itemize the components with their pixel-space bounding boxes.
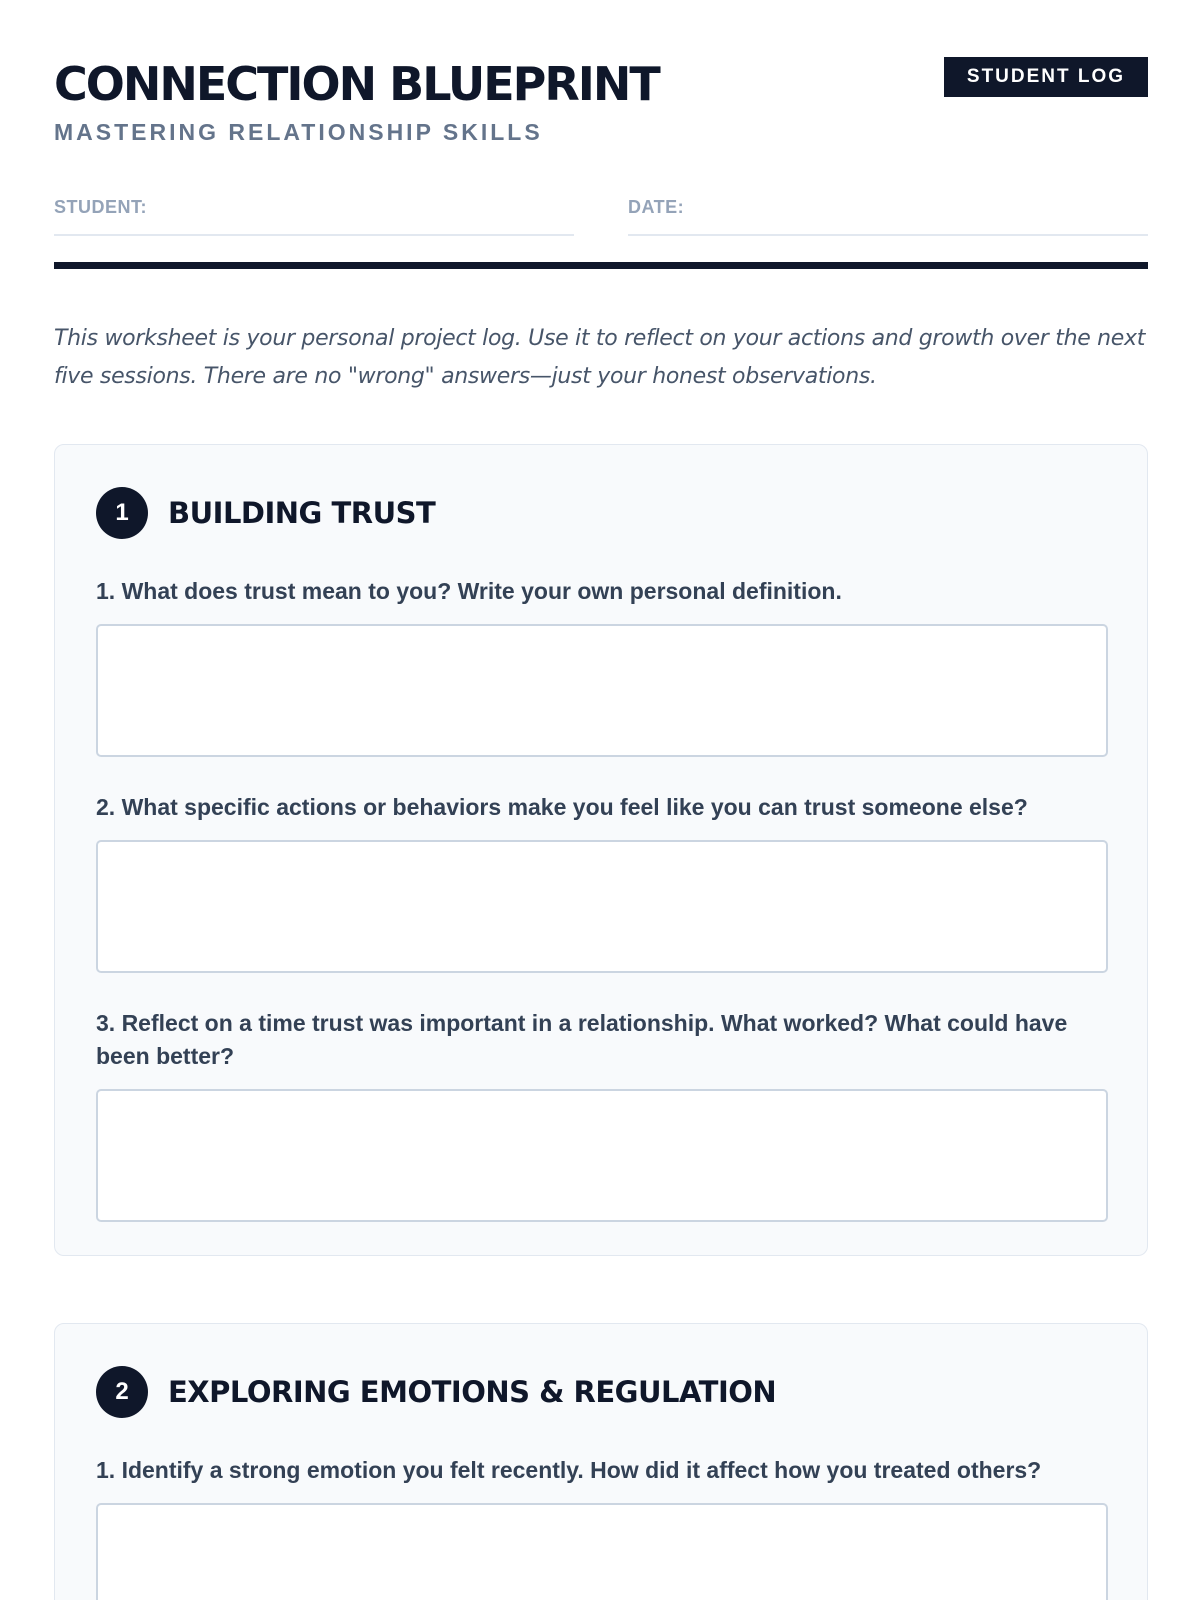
date-input[interactable] — [692, 188, 1148, 234]
answer-box[interactable] — [96, 840, 1108, 973]
question-text: 1. Identify a strong emotion you felt recently. How did it affect how you treated others? — [96, 1457, 1042, 1483]
section-header — [96, 487, 435, 539]
section-header — [96, 1366, 776, 1418]
page-title: CONNECTION BLUEPRINT — [54, 57, 659, 111]
student-field — [54, 188, 574, 236]
section-title: EXPLORING EMOTIONS & REGULATION — [168, 1375, 777, 1409]
question-text: 2. What specific actions or behaviors make you feel like you can trust someone else? — [96, 794, 1028, 820]
section-exploring-emotions — [54, 1323, 1148, 1600]
header-divider — [54, 262, 1148, 269]
question-item — [96, 1007, 1106, 1222]
question-text: 3. Reflect on a time trust was important in a relationship. What worked? What could have been better? — [96, 1010, 1068, 1069]
section-building-trust — [54, 444, 1148, 1256]
intro-text: This worksheet is your personal project log. Use it to reflect on your actions and growth over the next five sessions. There are no "wrong" answers—just your honest observations. — [54, 326, 1146, 389]
answer-box[interactable] — [96, 1089, 1108, 1222]
student-name-input[interactable] — [142, 188, 574, 234]
date-label: DATE: — [628, 197, 685, 217]
date-field — [628, 188, 1148, 236]
answer-box[interactable] — [96, 1503, 1108, 1600]
worksheet-header — [54, 0, 1148, 270]
section-title: BUILDING TRUST — [168, 496, 436, 530]
page-subtitle: MASTERING RELATIONSHIP SKILLS — [54, 119, 543, 145]
section-number-badge: 2 — [96, 1366, 148, 1418]
student-log-badge: STUDENT LOG — [944, 57, 1148, 97]
question-item — [96, 791, 1106, 973]
answer-box[interactable] — [96, 624, 1108, 757]
section-number-badge: 1 — [96, 487, 148, 539]
worksheet-page — [54, 0, 1148, 1483]
student-label: STUDENT: — [54, 197, 147, 217]
question-item — [96, 1454, 1106, 1600]
question-item — [96, 575, 1106, 757]
question-text: 1. What does trust mean to you? Write your own personal definition. — [96, 578, 842, 604]
